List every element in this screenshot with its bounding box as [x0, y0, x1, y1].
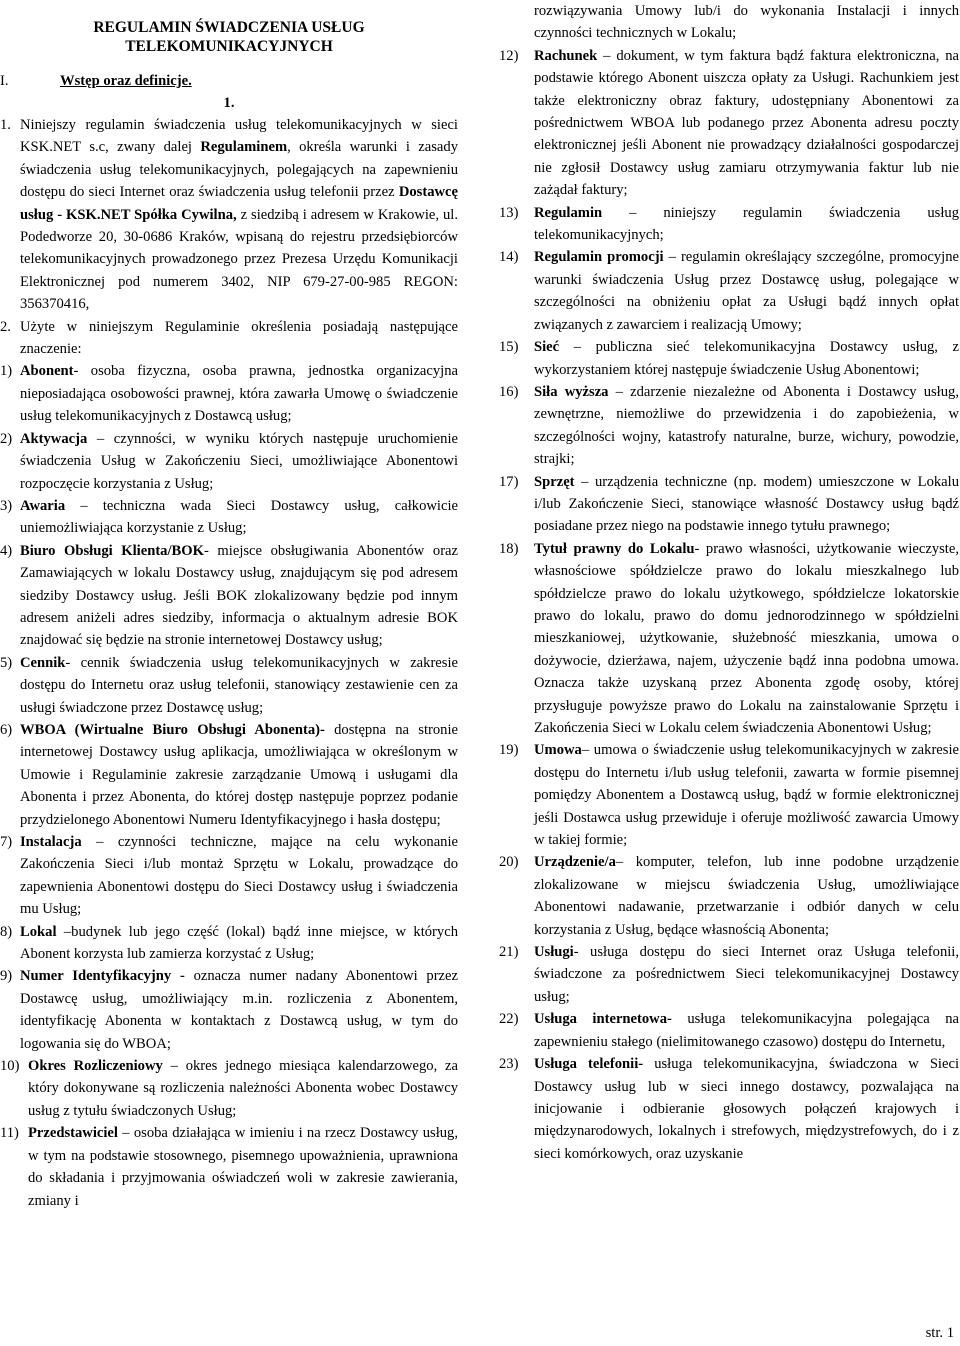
- definition-number: 14): [499, 249, 519, 266]
- definition-term: Biuro Obsługi Klienta/BOK: [20, 542, 204, 559]
- definition-text: – umowa o świadczenie usług telekomunikacyjnych w zakresie dostępu do Internetu i/lub usług telefonii, zawarta w formie pisemnej pomiędzy Abonentem a Dostawcą usług, bądź w formie elektronicznej jeśli Dostawca usług przewiduje i oferuje możliwość zawarcia Umowy w takiej formie;: [534, 742, 959, 849]
- definition-item: [0, 360, 458, 427]
- definition-number: 16): [499, 383, 519, 400]
- definition-term: Regulamin promocji: [534, 249, 664, 266]
- definition-item: [0, 1122, 458, 1212]
- definition-term: Aktywacja: [20, 430, 88, 447]
- definition-term: Sieć: [534, 339, 560, 356]
- definition-item: [0, 1055, 458, 1122]
- definition-item: [499, 381, 959, 471]
- subsection-number: 1.: [223, 95, 235, 111]
- definition-number: 8): [0, 923, 13, 940]
- definition-text: - osoba fizyczna, osoba prawna, jednostka organizacyjna nieposiadająca osobowości prawnej, która zawarła Umowę o świadczenie usług telekomunikacyjnych z Dostawcą usług;: [20, 363, 458, 425]
- definition-text: – zdarzenie niezależne od Abonenta i Dostawcy usług, zewnętrzne, niemożliwe do przewidzenia i do zapobieżenia, w szczególności wojny, katastrofy naturalne, burze, wichury, powodzie, strajki;: [534, 383, 959, 468]
- definition-text: usługa telekomunikacyjna, świadczona w Sieci Dostawcy usług lub w sieci innego dostawcy, pozwalająca na inicjowanie i odbieranie głosowych połączeń krajowych i międzynarodowych, lokalnych i strefowych, międzystrefowych, do i z sieci komórkowych, oraz uzyskanie: [534, 1056, 959, 1162]
- definition-text: – niniejszy regulamin świadczenia usług telekomunikacyjnych;: [534, 204, 959, 244]
- definition-term: Numer Identyfikacyjny -: [20, 968, 185, 985]
- definition-number: 21): [499, 944, 519, 961]
- definition-text: – czynności, w wyniku których następuje uruchomienie świadczenia Usług w Zakończeniu Sieci, umożliwiające Abonentowi rozpoczęcie korzystania z Usług;: [20, 430, 458, 492]
- definition-term: Awaria: [20, 497, 66, 514]
- section-heading: [0, 70, 458, 92]
- definition-text: – komputer, telefon, lub inne podobne urządzenie zlokalizowane w miejscu świadczenia Usług, umożliwiające Abonentowi nadawanie, przetwarzanie i odbiór danych w celu korzystania z Usług, będące własnością Abonenta;: [534, 854, 959, 938]
- definition-number: 4): [0, 542, 13, 559]
- definition-term: Instalacja: [20, 834, 82, 850]
- definition-number: 5): [0, 654, 13, 671]
- definition-term: Przedstawiciel: [28, 1125, 118, 1142]
- definition-number: 15): [499, 339, 519, 356]
- definition-term: Tytuł prawny do Lokalu: [534, 540, 695, 557]
- page-number: str. 1: [925, 1325, 954, 1341]
- definition-number: 10): [0, 1058, 20, 1075]
- definition-text: dostępna na stronie internetowej Dostawcy usług aplikacja, umożliwiająca w określonym w Umowie i Regulaminie zakresie zarządzanie Umową i usługami dla Abonenta i przez Abonenta, do której dostęp następuje poprzez podanie przydzielonego Abonentowi Numeru Identyfikacyjnego i hasła dostępu;: [20, 721, 458, 828]
- definition-number: 20): [499, 854, 519, 871]
- definition-item: [499, 45, 959, 202]
- definition-item: [499, 336, 959, 381]
- definition-term: Okres Rozliczeniowy: [28, 1058, 163, 1075]
- definition-number: 3): [0, 497, 13, 514]
- section-title: Wstęp oraz definicje.: [60, 73, 192, 89]
- left-column: [0, 0, 458, 1212]
- definition-term: WBOA (Wirtualne Biuro Obsługi Abonenta)-: [20, 721, 325, 738]
- definition-number: 11): [0, 1125, 19, 1142]
- definition-text: usługa telekomunikacyjna polegająca na zapewnieniu stałego (nielimitowanego czasowo) dostępu do Internetu,: [534, 1011, 959, 1050]
- definition-number: 2): [0, 430, 13, 447]
- definition-term: Lokal: [20, 923, 57, 940]
- definition-text: – dokument, w tym faktura bądź faktura elektroniczna, na podstawie którego Abonent uiszcza opłaty za Usługi. Rachunkiem jest także elektroniczny obraz faktury, udostępniany Abonentowi za pośrednictwem WBOA lub podanego przez Abonenta adresu poczty elektronicznej jeśli Abonent nie prowadzący działalności gospodarczej nie zgłosił Dostawcy usług zamiaru otrzymywania faktur lub nie zażądał faktury;: [534, 47, 959, 199]
- definition-item: [0, 428, 458, 495]
- right-column: [499, 0, 959, 1165]
- definition-number: 12): [499, 47, 519, 64]
- definition-item: [499, 202, 959, 247]
- definition-item: [0, 495, 458, 540]
- definition-item: [0, 540, 458, 652]
- definition-text: - usługa dostępu do sieci Internet oraz Usługa telefonii, świadczone za pośrednictwem Sieci telekomunikacyjnej Dostawcy usług;: [534, 944, 959, 1005]
- definition-term: Sprzęt: [534, 473, 575, 490]
- definition-text: - cennik świadczenia usług telekomunikacyjnych w zakresie dostępu do Internetu oraz usług telefonii, stanowiący zestawienie cen za usługi świadczone przez Dostawcę usług;: [20, 654, 458, 716]
- definition-term: Siła wyższa: [534, 383, 609, 400]
- definition-term: Usługa telefonii-: [534, 1056, 644, 1073]
- definition-number: 6): [0, 721, 13, 738]
- definition-item: [0, 831, 458, 921]
- definition-item: [499, 851, 959, 941]
- definition-term: Abonent: [20, 363, 74, 380]
- definition-text: - miejsce obsługiwania Abonentów oraz Zamawiających w lokalu Dostawcy usług, znajdującym się pod adresem siedziby Dostawcy usług. Jeśli BOK zlokalizowany będzie pod innym adresem aniżeli adres siedziby, informacja o aktualnym adresie BOK znajdować się będzie na stronie internetowej Dostawcy usług;: [20, 542, 459, 649]
- definition-item: [499, 471, 959, 538]
- definition-item: [499, 538, 959, 740]
- definition-number: 9): [0, 968, 13, 985]
- definition-item: [499, 739, 959, 851]
- definition-item: [0, 719, 458, 831]
- definition-term: Regulamin: [534, 204, 603, 221]
- definition-item: [0, 652, 458, 719]
- left-definitions-list: [0, 360, 458, 1211]
- definition-term: Umowa: [534, 742, 582, 759]
- section-number: I.: [0, 73, 9, 89]
- definition-text: –budynek lub jego część (lokal) bądź inne miejsce, w których Abonent korzysta lub zamierza korzystać z Usług;: [20, 923, 458, 963]
- definition-text: oznacza numer nadany Abonentowi przez Dostawcę usług, umożliwiający m.in. rozliczenia z Abonentem, identyfikację Abonenta w kontaktach z Dostawcą usług, w tym do logowania się do WBOA;: [20, 968, 458, 1052]
- definition-term: Rachunek: [534, 47, 598, 64]
- definition-number: 13): [499, 204, 519, 221]
- definition-text: – publiczna sieć telekomunikacyjna Dostawcy usług, z wykorzystaniem której następuje świadczenie Usług Abonentowi;: [534, 339, 959, 378]
- definition-item: [499, 1053, 959, 1165]
- definition-text: – czynności techniczne, mające na celu wykonanie Zakończenia Sieci i/lub montaż Sprzętu w Lokalu, prowadzące do zapewnienia Abonentowi dostępu do Sieci Dostawcy usług i świadczenia mu Usług;: [20, 834, 458, 918]
- definition-item: [0, 921, 458, 966]
- definition-item: [499, 246, 959, 336]
- paragraph-1: 1. Niniejszy regulamin świadczenia usług telekomunikacyjnych w sieci KSK.NET s.c, zwany dalej Regulaminem, określa warunki i zasady świadczenia usług telekomunikacyjnych, polegających na zapewnieniu dostępu do sieci Internet oraz świadczenia usług telefonii przez Dostawcę usług - KSK.NET Spółka Cywilna, z siedzibą i adresem w Krakowie, ul. Podedworze 20, 30-0686 Kraków, wpisaną do rejestru przedsiębiorców telekomunikacyjnych prowadzonego przez Prezesa Urzędu Komunikacji Elektronicznej pod numerem 3402, NIP 679-27-00-985 REGON: 356370416,: [0, 117, 458, 313]
- definition-text: - prawo własności, użytkowanie wieczyste, własnościowe spółdzielcze prawo do lokalu mieszkalnego lub spółdzielcze prawo do lokalu użytkowego, spółdzielcze lokatorskie prawo do lokalu, prawo do domu jednorodzinnego w spółdzielni mieszkaniowej, użytkowanie, służebność mieszkania, umowa o dożywocie, dzierżawa, najem, użyczenie bądź inna podobna umowa. Oznacza także uzyskaną przez Abonenta zgodę osoby, której przysługuje powyższe prawo do Lokalu na zainstalowanie Sprzętu i Zakończenia Sieci w Lokalu celem świadczenia Abonentowi Usług;: [534, 540, 959, 736]
- definition-text: – osoba działająca w imieniu i na rzecz Dostawcy usług, w tym na podstawie stosownego, pisemnego upoważnienia, uprawniona do składania i przyjmowania oświadczeń woli w zakresie zawierania, zmiany i: [28, 1125, 458, 1209]
- definition-text: – regulamin określający szczególne, promocyjne warunki świadczenia Usług przez Dostawcę usług, polegające w szczególności na obniżeniu opłat za Usługi bądź innych opłat związanych z zawarciem i realizacją Umowy;: [534, 249, 959, 333]
- definition-item: [499, 941, 959, 1008]
- document-title: REGULAMIN ŚWIADCZENIA USŁUG TELEKOMUNIKACYJNYCH: [93, 19, 365, 55]
- definition-term: Urządzenie/a: [534, 854, 616, 871]
- paragraph-2: 2. Użyte w niniejszym Regulaminie określenia posiadają następujące znaczenie:: [0, 318, 458, 358]
- continuation-text: rozwiązywania Umowy lub/i do wykonania Instalacji i innych czynności technicznych w Lokalu;: [534, 3, 959, 42]
- definition-term: Usługi: [534, 944, 574, 961]
- definition-text: – okres jednego miesiąca kalendarzowego, za który dokonywane są rozliczenia należności Abonenta wobec Dostawcy usług z tytułu świadczonych Usług;: [28, 1058, 458, 1119]
- definition-number: 1): [0, 363, 13, 380]
- right-definitions-list: [499, 45, 959, 1165]
- definition-item: [499, 1008, 959, 1053]
- definition-number: 18): [499, 540, 519, 557]
- definition-text: – urządzenia techniczne (np. modem) umieszczone w Lokalu i/lub Zakończenie Sieci, stanowiące własność Dostawcy usług bądź posiadane przez niego na podstawie innego tytułu prawnego;: [534, 473, 959, 535]
- definition-number: 17): [499, 473, 519, 490]
- definition-number: 22): [499, 1011, 519, 1028]
- definition-term: Usługa internetowa-: [534, 1011, 672, 1028]
- definition-number: 7): [0, 834, 13, 850]
- definition-item: [0, 965, 458, 1055]
- definition-number: 19): [499, 742, 519, 759]
- definition-text: – techniczna wada Sieci Dostawcy usług, całkowicie uniemożliwiająca korzystanie z Usług;: [20, 497, 458, 537]
- definition-term: Cennik: [20, 654, 66, 671]
- definition-number: 23): [499, 1056, 519, 1073]
